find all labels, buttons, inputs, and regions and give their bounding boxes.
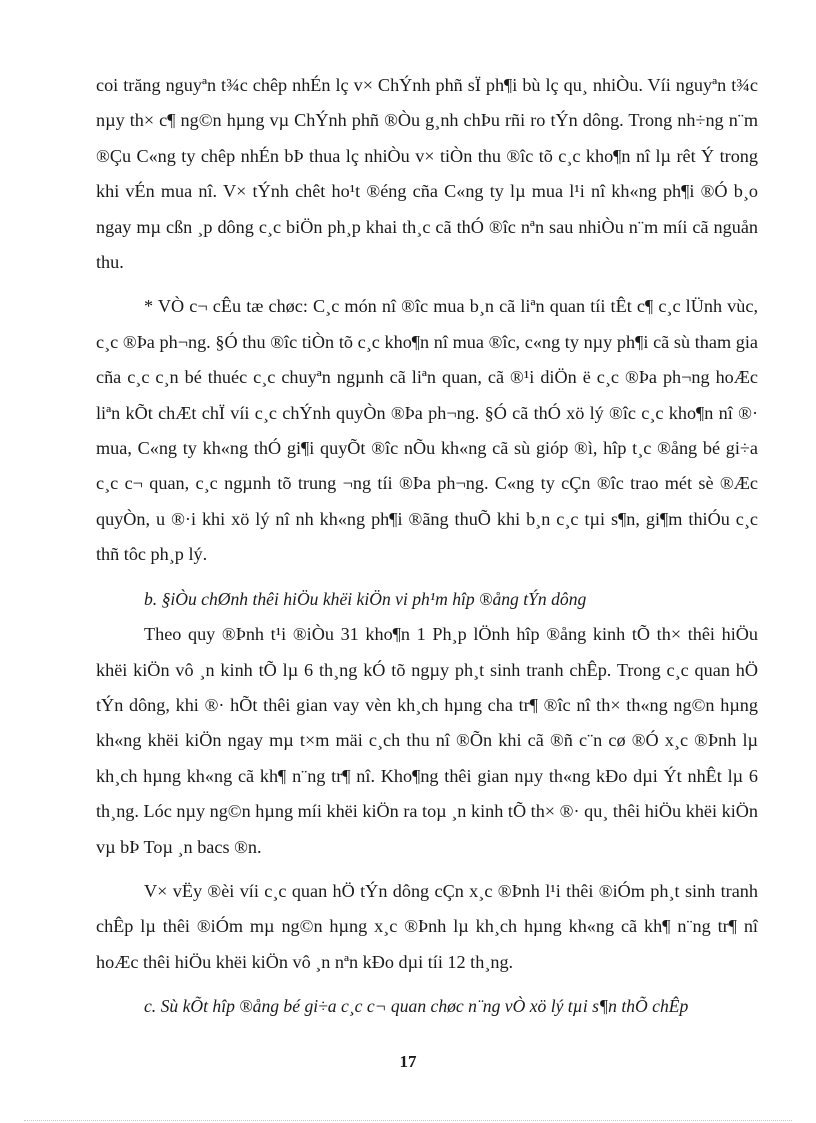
page-bottom-divider [24,1120,792,1121]
section-heading-b: b. §iÒu chØnh thêi hiÖu khëi kiÖn vi ph¹m hîp ®ång tÝn dông [144,588,587,609]
document-body [96,68,758,1025]
section-heading-c: c. Sù kÕt hîp ®ång bé gi÷a c¸c c¬ quan chøc n¨ng vÒ xö lý tµi s¶n thÕ chÊp [144,996,689,1017]
paragraph-1: coi trăng nguyªn t¾c chêp nhÉn lç v× ChÝnh phñ sÏ ph¶i bù lç qu¸ nhiÒu. Víi nguyªn t¾c nµy th× c¶ ng©n hµng vµ ChÝnh phñ ®Òu g¸nh chÞu rñi ro tÝn dông. Trong nh÷ng n¨m ®Çu C«ng ty chêp nhÉn bÞ thua lç nhiÒu v× tiÒn thu ®îc tõ c¸c kho¶n nî lµ rêt Ý trong khi vÉn mua nî. V× tÝnh chêt ho¹t ®éng cña C«ng ty lµ mua l¹i nî kh«ng ph¶i ®Ó b¸o ngay mµ cßn ¸p dông c¸c biÖn ph¸p khai th¸c cã thÓ ®îc nªn sau nhiÒu n¨m míi cã nguån thu. [96,75,758,273]
paragraph-3: Theo quy ®Þnh t¹i ®iÒu 31 kho¶n 1 Ph¸p lÖnh hîp ®ång kinh tÕ th× thêi hiÖu khëi kiÖn vô ¸n kinh tÕ lµ 6 th¸ng kÓ tõ ngµy ph¸t sinh tranh chÊp. Trong c¸c quan hÖ tÝn dông, khi ®· hÕt thêi gian vay vèn kh¸ch hµng cha tr¶ ®îc nî th× th«ng ng©n hµng kh«ng khëi kiÖn ngay mµ t×m mäi c¸ch thu nî ®Õn khi cã ®ñ c¨n cø ®Ó x¸c ®Þnh lµ kh¸ch hµng kh«ng cã kh¶ n¨ng tr¶ nî. Kho¶ng thêi gian nµy th«ng kÐo dµi Ýt nhÊt lµ 6 th¸ng. Lóc nµy ng©n hµng míi khëi kiÖn ra toµ ¸n kinh tÕ th× ®· qu¸ thêi hiÖu khëi kiÖn vµ bÞ Toµ ¸n bacs ®n. [96,624,758,857]
paragraph-2: * VÒ c¬ cÊu tæ chøc: C¸c món nî ®îc mua b¸n cã liªn quan tíi tÊt c¶ c¸c lÜnh vùc, c¸c ®Þa ph¬ng. §Ó thu ®îc tiÒn tõ c¸c kho¶n nî mua ®îc, c«ng ty nµy ph¶i cã sù tham gia cña c¸c c¸n bé thuéc c¸c chuyªn ngµnh cã liªn quan, cã ®¹i diÖn ë c¸c ®Þa ph¬ng hoÆc liªn kÕt chÆt chÏ víi c¸c chÝnh quyÒn ®Þa ph¬ng. §Ó cã thÓ xö lý ®îc c¸c kho¶n nî ®· mua, C«ng ty kh«ng thÓ gi¶i quyÕt ®îc nÕu kh«ng cã sù gióp ®ì, hîp t¸c ®ång bé gi÷a c¸c c¬ quan, c¸c ngµnh tõ trung ¬ng tíi ®Þa ph¬ng. C«ng ty cÇn ®îc trao mét sè ®Æc quyÒn, u ®·i khi xö lý nî nh kh«ng ph¶i ®ãng thuÕ khi b¸n c¸c tµi s¶n, gi¶m thiÓu c¸c thñ tôc ph¸p lý. [96,296,758,565]
page-number: 17 [399,1052,417,1071]
paragraph-4: V× vËy ®èi víi c¸c quan hÖ tÝn dông cÇn x¸c ®Þnh l¹i thêi ®iÓm ph¸t sinh tranh chÊp lµ thêi ®iÓm mµ ng©n hµng x¸c ®Þnh lµ kh¸ch hµng kh«ng cã kh¶ n¨ng tr¶ nî hoÆc thêi hiÖu khëi kiÖn vô ¸n nªn kÐo dµi tíi 12 th¸ng. [96,880,758,972]
